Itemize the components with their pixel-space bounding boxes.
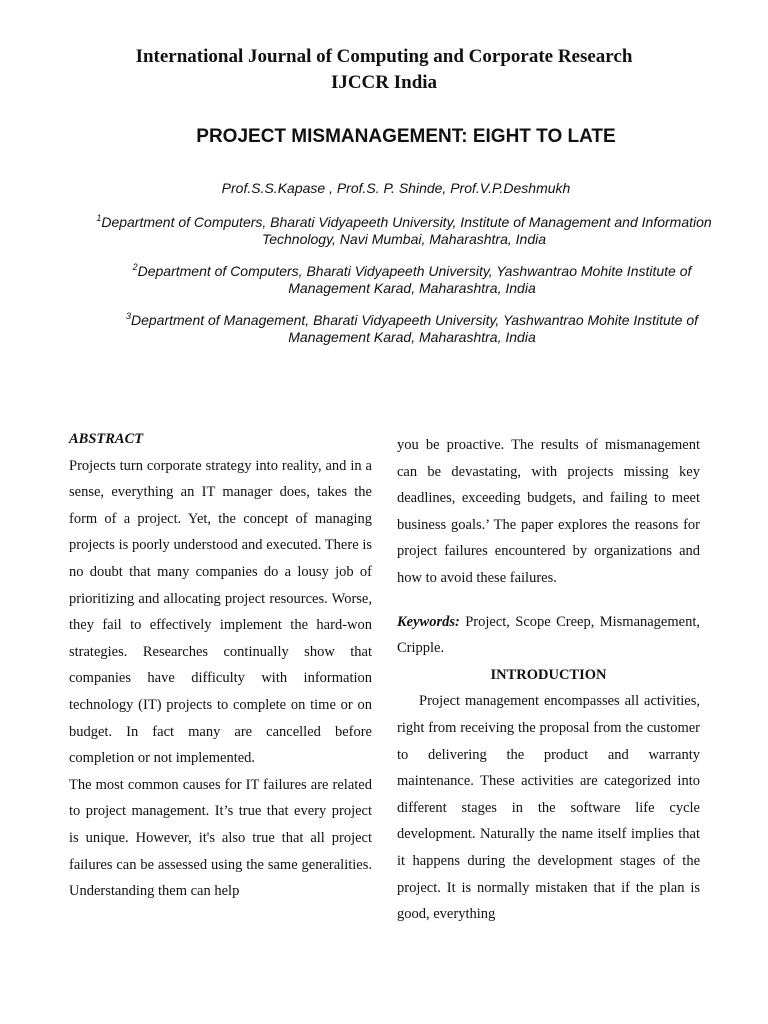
affiliation-2-line-1: Department of Computers, Bharati Vidyapeeth University, Yashwantrao Mohite Institute of — [137, 263, 692, 279]
paper-title: PROJECT MISMANAGEMENT: EIGHT TO LATE — [196, 126, 616, 147]
affiliation-1-line-1: Department of Computers, Bharati Vidyapeeth University, Institute of Management and Information — [101, 214, 712, 230]
affiliation-2-line-2: Management Karad, Maharashtra, India — [288, 280, 536, 296]
introduction-paragraph-1: Project management encompasses all activities, right from receiving the proposal from the customer to delivering the product and warranty maintenance. These activities are categorized into different stages in the software life cycle development. Naturally the name itself implies that it happens during the development stages of the project. It is normally mistaken that if the plan is good, everything — [397, 693, 700, 923]
affiliation-3-number: 3 — [125, 311, 131, 321]
abstract-heading: ABSTRACT — [69, 431, 144, 447]
keywords — [397, 609, 700, 662]
affiliation-2 — [122, 263, 702, 297]
journal-short-name: IJCCR India — [330, 72, 438, 93]
affiliation-3-line-2: Management Karad, Maharashtra, India — [288, 329, 536, 345]
affiliation-2-number: 2 — [132, 262, 138, 272]
paper-authors: Prof.S.S.Kapase , Prof.S. P. Shinde, Prof.V.P.Deshmukh — [221, 180, 571, 196]
introduction-heading: INTRODUCTION — [490, 666, 607, 683]
right-column — [397, 432, 700, 928]
affiliation-1-line-2: Technology, Navi Mumbai, Maharashtra, India — [261, 231, 547, 247]
journal-header — [0, 44, 768, 96]
keywords-label: Keywords: — [397, 613, 460, 630]
journal-name: International Journal of Computing and Corporate Research — [135, 46, 633, 67]
affiliation-1 — [84, 214, 724, 248]
abstract-paragraph-1: Projects turn corporate strategy into reality, and in a sense, everything an IT manager does, takes the form of a project. Yet, the concept of managing projects is poorly understood and executed. There is no doubt that many companies do a lousy job of prioritizing and allocating project resources. Worse, they fail to effectively implement the hard-won strategies. Researches continually show that companies have difficulty with information technology (IT) projects to complete on time or on budget. In fact many are cancelled before completion or not implemented. — [69, 457, 372, 767]
abstract-paragraph-2: The most common causes for IT failures are related to project management. It’s true that every project is unique. However, it's also true that all project failures can be assessed using the same generalities. Understanding them can help — [69, 776, 372, 900]
abstract-paragraph-3: you be proactive. The results of mismanagement can be devastating, with projects missing key deadlines, exceeding budgets, and failing to meet business goals.’ The paper explores the reasons for project failures encountered by organizations and how to avoid these failures. — [397, 437, 700, 586]
affiliation-3-line-1: Department of Management, Bharati Vidyapeeth University, Yashwantrao Mohite Institute of — [130, 312, 699, 328]
affiliation-3 — [116, 312, 708, 346]
left-column — [69, 426, 372, 905]
affiliation-1-number: 1 — [96, 213, 102, 223]
keywords-text: Project, Scope Creep, Mismanagement, Cripple. — [397, 613, 700, 657]
